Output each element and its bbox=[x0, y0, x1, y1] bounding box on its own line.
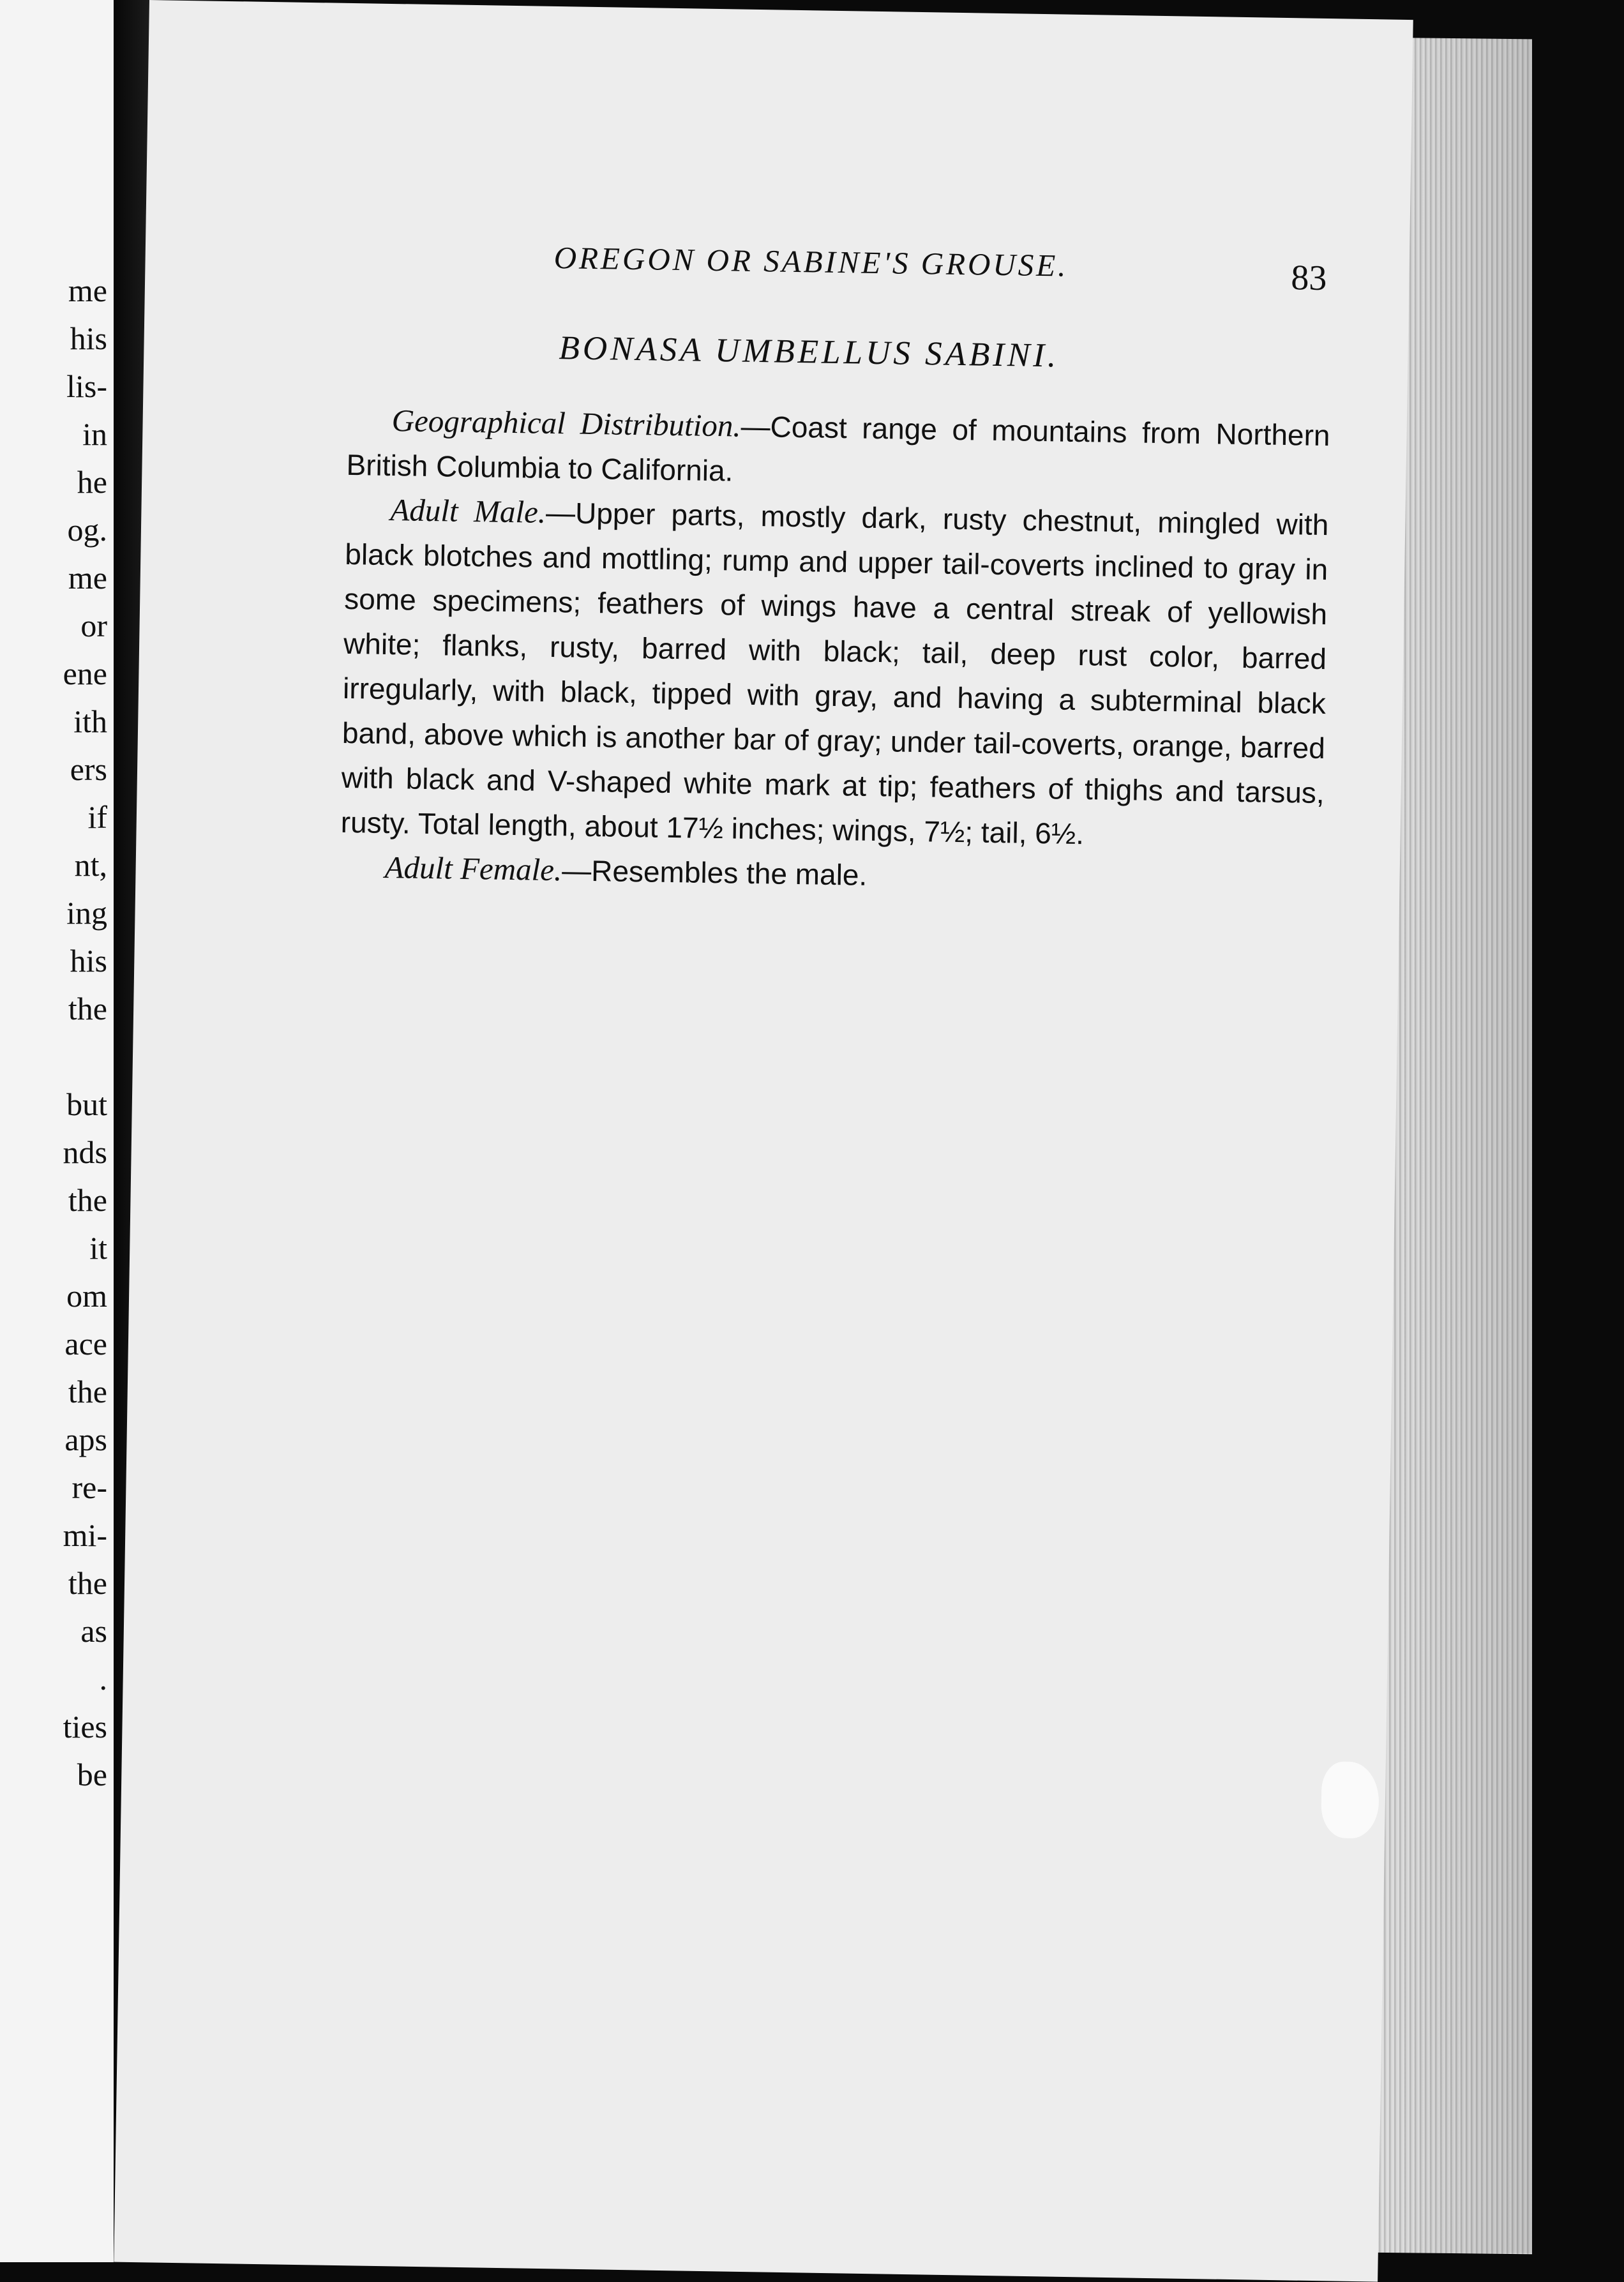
left-page-fragment: the bbox=[68, 991, 107, 1026]
left-page-fragment: me bbox=[68, 560, 107, 596]
left-page-fragment: ith bbox=[73, 703, 107, 739]
book-page bbox=[114, 0, 1413, 2282]
left-page-fragment: mi- bbox=[63, 1517, 107, 1553]
paragraph-adult-male bbox=[340, 487, 1329, 860]
left-page-fragment: it bbox=[89, 1230, 107, 1266]
left-page-fragment: as bbox=[80, 1613, 107, 1649]
left-page-fragment: his bbox=[70, 943, 107, 979]
adult-female-term: Adult Female. bbox=[384, 849, 562, 888]
page-number: 83 bbox=[1290, 258, 1327, 299]
left-page-fragment: nds bbox=[63, 1134, 107, 1170]
left-page-fragment: be bbox=[77, 1757, 107, 1792]
left-page-fragment: ace bbox=[64, 1326, 107, 1362]
left-page-fragment: ing bbox=[66, 895, 107, 931]
left-page-fragment: lis- bbox=[66, 368, 107, 404]
left-page-fragment: re- bbox=[71, 1469, 107, 1505]
left-page-fragment: om bbox=[66, 1278, 107, 1314]
left-page-fragment: ties bbox=[63, 1709, 107, 1745]
left-page-fragment: his bbox=[70, 320, 107, 356]
distribution-term: Geographical Distribution. bbox=[391, 403, 742, 444]
left-page-fragment: ers bbox=[70, 751, 107, 787]
left-page-fragment: but bbox=[66, 1086, 107, 1122]
species-title: BONASA UMBELLUS SABINI. bbox=[559, 329, 1060, 375]
left-page-fragment: the bbox=[68, 1182, 107, 1218]
adult-female-text: —Resembles the male. bbox=[561, 853, 868, 892]
left-page-fragment: me bbox=[68, 273, 107, 308]
left-facing-page bbox=[0, 0, 114, 2262]
left-page-fragment: the bbox=[68, 1374, 107, 1409]
running-head: OREGON OR SABINE'S GROUSE. bbox=[553, 240, 1069, 283]
left-page-fragment: . bbox=[99, 1661, 107, 1697]
left-page-fragment: the bbox=[68, 1565, 107, 1601]
paper-blemish bbox=[1321, 1761, 1380, 1838]
left-page-fragment: og. bbox=[67, 512, 107, 548]
adult-male-term: Adult Male. bbox=[390, 492, 546, 530]
left-page-fragment: if bbox=[87, 799, 107, 835]
left-page-fragment: aps bbox=[64, 1422, 107, 1457]
body-text bbox=[340, 398, 1330, 905]
left-page-fragment: nt, bbox=[74, 847, 107, 883]
distribution-text: —Coast range of mountains from Northern British Columbia to California. bbox=[346, 409, 1330, 488]
paragraph-distribution bbox=[346, 398, 1330, 502]
left-page-fragment: he bbox=[77, 464, 107, 500]
left-page-fragment: in bbox=[82, 416, 107, 452]
left-page-fragment: or bbox=[80, 608, 107, 643]
adult-male-text: —Upper parts, mostly dark, rusty chestnut, mingled with black blotches and mottling; rump and upper tail-coverts inclined to gray in some specimens; feathers of wings have a central streak of yellowish white; flanks, rusty, barred with black; tail, deep rust color, barred irregularly, with black, tipped with gray, and having a subterminal black band, above which is another bar of gray; under tail-coverts, orange, barred with black and V-shaped white mark at tip; feathers of thighs and tarsus, rusty. Total length, about 17½ inches; wings, 7½; tail, 6½. bbox=[340, 495, 1329, 851]
left-page-fragment: ene bbox=[63, 656, 107, 691]
